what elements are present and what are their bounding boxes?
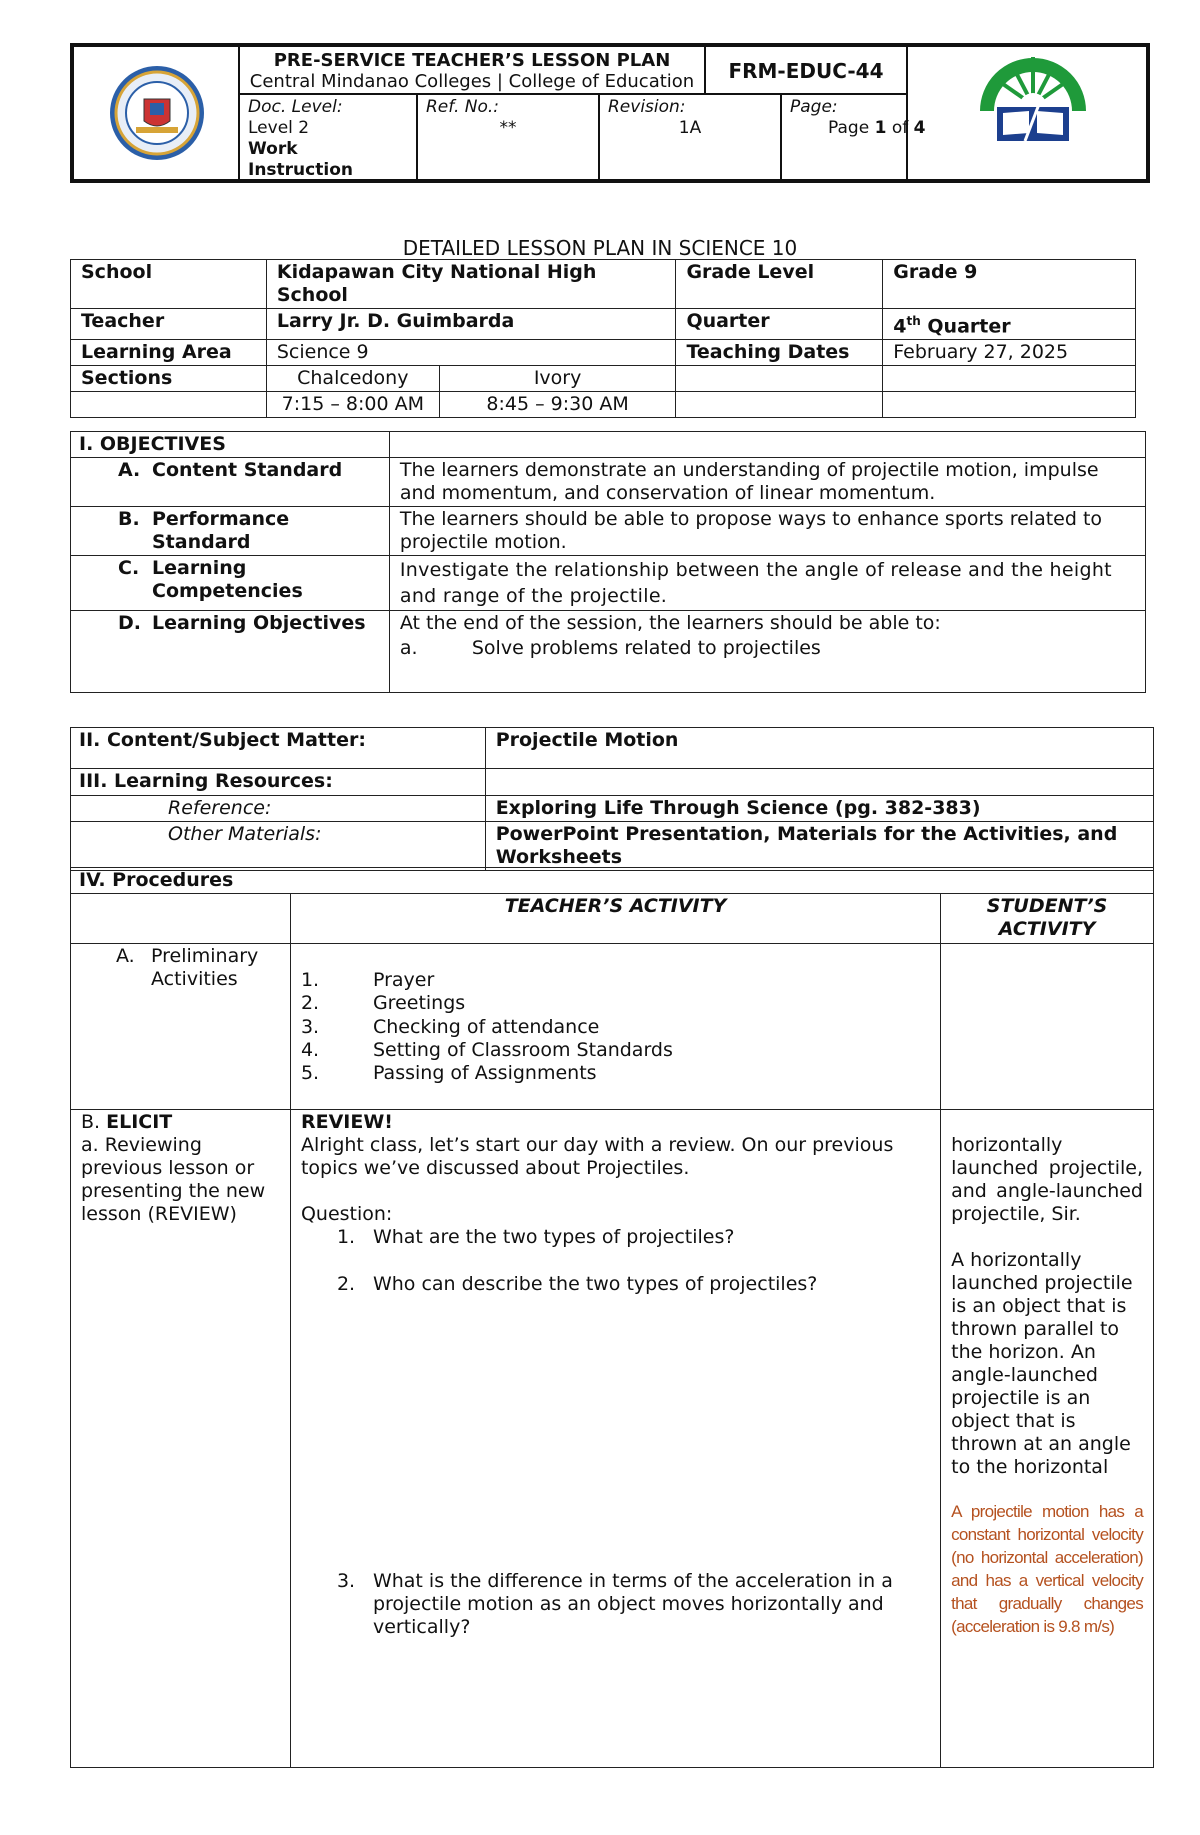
teacher-activity-header: TEACHER’S ACTIVITY — [290, 894, 940, 944]
learning-resources-label: III. Learning Resources: — [71, 769, 486, 796]
review-title: REVIEW! — [300, 1111, 393, 1133]
content-standard-text: The learners demonstrate an understanding of projectile motion, impulse and momentum, and conservation of linear momentum. — [389, 458, 1145, 507]
elicit-label-cell — [71, 1110, 291, 1768]
lesson-plan-title: PRE-SERVICE TEACHER’S LESSON PLAN — [273, 50, 671, 71]
preliminary-activities-list — [301, 969, 930, 1085]
learning-area-value: Science 9 — [266, 340, 676, 366]
ref-no-cell — [418, 95, 600, 179]
objectives-heading: I. OBJECTIVES — [71, 432, 390, 458]
procedures-heading: IV. Procedures — [71, 868, 1154, 894]
quarter-value: 4th Quarter — [883, 309, 1136, 340]
revision-value: 1A — [678, 118, 702, 138]
school-label: School — [71, 260, 267, 309]
performance-standard-text: The learners should be able to propose ways to enhance sports related to projectile motion. — [389, 507, 1145, 556]
form-code: FRM-EDUC-44 — [728, 59, 884, 83]
learning-objectives-cell — [389, 611, 1145, 693]
elicit-heading: B. ELICIT — [81, 1111, 173, 1133]
answer-3: A projectile motion has a constant horizontal velocity (no horizontal acceleration) and has a vertical velocity that gradually changes (acceleration is 9.8 m/s) — [951, 1502, 1143, 1636]
ref-no-label: Ref. No.: — [426, 97, 500, 117]
document-header — [70, 43, 1150, 183]
elicit-teacher-cell — [290, 1110, 940, 1768]
reference-value: Exploring Life Through Science (pg. 382-383) — [485, 796, 1153, 822]
header-title-cell — [240, 47, 706, 95]
revision-label: Revision: — [608, 97, 686, 117]
review-intro: Alright class, let’s start our day with a review. On our previous topics we’ve discussed about Projectiles. — [300, 1134, 894, 1179]
form-code-cell — [706, 47, 908, 95]
doc-level-label: Doc. Level: — [248, 97, 343, 117]
question-1: 1. What are the two types of projectiles? — [336, 1226, 735, 1248]
learning-competencies-label: C. Learning Competencies — [71, 556, 390, 611]
learning-objectives-intro: At the end of the session, the learners should be able to: — [399, 612, 941, 634]
page-number: Page 1 of 4 — [828, 118, 926, 138]
objectives-table — [70, 431, 1146, 693]
school-value: Kidapawan City National High School — [266, 260, 676, 309]
list-item: 4. Setting of Classroom Standards — [300, 1038, 673, 1061]
elicit-student-cell — [941, 1110, 1154, 1768]
page-cell — [782, 95, 926, 179]
section-2: Ivory — [439, 366, 676, 392]
ref-no-value: ** — [499, 118, 517, 138]
document-title: DETAILED LESSON PLAN IN SCIENCE 10 — [402, 236, 798, 260]
college-logo-cell — [908, 47, 1146, 179]
teaching-dates-value: February 27, 2025 — [883, 340, 1136, 366]
learning-competencies-text: Investigate the relationship between the angle of release and the height and range of the projectile. — [389, 556, 1145, 611]
list-item: 5. Passing of Assignments — [300, 1062, 597, 1085]
doc-level-value: Level 2 — [248, 118, 310, 138]
performance-standard-label: B. Performance Standard — [71, 507, 390, 556]
other-materials-label: Other Materials: — [71, 822, 486, 871]
grade-level-value: Grade 9 — [883, 260, 1136, 309]
teacher-value: Larry Jr. D. Guimbarda — [266, 309, 676, 340]
learning-objectives-label: D. Learning Objectives — [71, 611, 390, 693]
preliminary-activities-cell — [290, 944, 940, 1110]
page-label: Page: — [790, 97, 838, 117]
learning-objective-item: a. Solve problems related to projectiles — [399, 637, 821, 659]
procedures-table — [70, 867, 1154, 1768]
college-education-logo — [908, 47, 1146, 179]
quarter-label: Quarter — [676, 309, 883, 340]
school-seal-cell — [74, 47, 240, 179]
time-2: 8:45 – 9:30 AM — [439, 392, 676, 418]
time-1: 7:15 – 8:00 AM — [266, 392, 439, 418]
section-1: Chalcedony — [266, 366, 439, 392]
teacher-label: Teacher — [71, 309, 267, 340]
question-2: 2. Who can describe the two types of projectiles? — [336, 1273, 818, 1295]
reference-label: Reference: — [71, 796, 486, 822]
grade-level-label: Grade Level — [676, 260, 883, 309]
answer-2: A horizontally launched projectile is an object that is thrown parallel to the horizon. An angle-launched projectile is an object that is thrown at an angle to the horizontal — [951, 1249, 1133, 1478]
subject-matter-label: II. Content/Subject Matter: — [71, 728, 486, 769]
preliminary-label: Preliminary Activities — [151, 945, 259, 990]
lesson-info-table — [70, 259, 1136, 418]
teaching-dates-label: Teaching Dates — [676, 340, 883, 366]
preliminary-letter: A. — [116, 945, 135, 967]
elicit-subheading: a. Reviewing previous lesson or presenting the new lesson (REVIEW) — [81, 1134, 266, 1225]
subject-matter-value: Projectile Motion — [485, 728, 1153, 769]
content-table — [70, 727, 1154, 871]
list-item: 3. Checking of attendance — [300, 1015, 600, 1038]
list-item: 1. Prayer — [300, 969, 435, 991]
revision-cell — [600, 95, 782, 179]
question-3: 3. What is the difference in terms of the acceleration in a projectile motion as an object moves horizontally and vertically? — [336, 1570, 893, 1638]
other-materials-value: PowerPoint Presentation, Materials for the Activities, and Worksheets — [485, 822, 1153, 871]
college-name: Central Mindanao Colleges | College of Education — [249, 71, 695, 92]
list-item: 2. Greetings — [300, 992, 466, 1015]
answer-1: horizontally launched projectile, and angle-launched projectile, Sir. — [951, 1134, 1143, 1225]
question-label: Question: — [300, 1203, 393, 1225]
doc-type-value: Work Instruction — [248, 139, 353, 180]
school-seal-logo — [74, 47, 240, 179]
content-standard-label: A. Content Standard — [71, 458, 390, 507]
preliminary-label-cell — [71, 944, 291, 1110]
doc-level-cell — [240, 95, 418, 179]
sections-label: Sections — [71, 366, 267, 392]
learning-area-label: Learning Area — [71, 340, 267, 366]
student-activity-header: STUDENT’S ACTIVITY — [941, 894, 1154, 944]
